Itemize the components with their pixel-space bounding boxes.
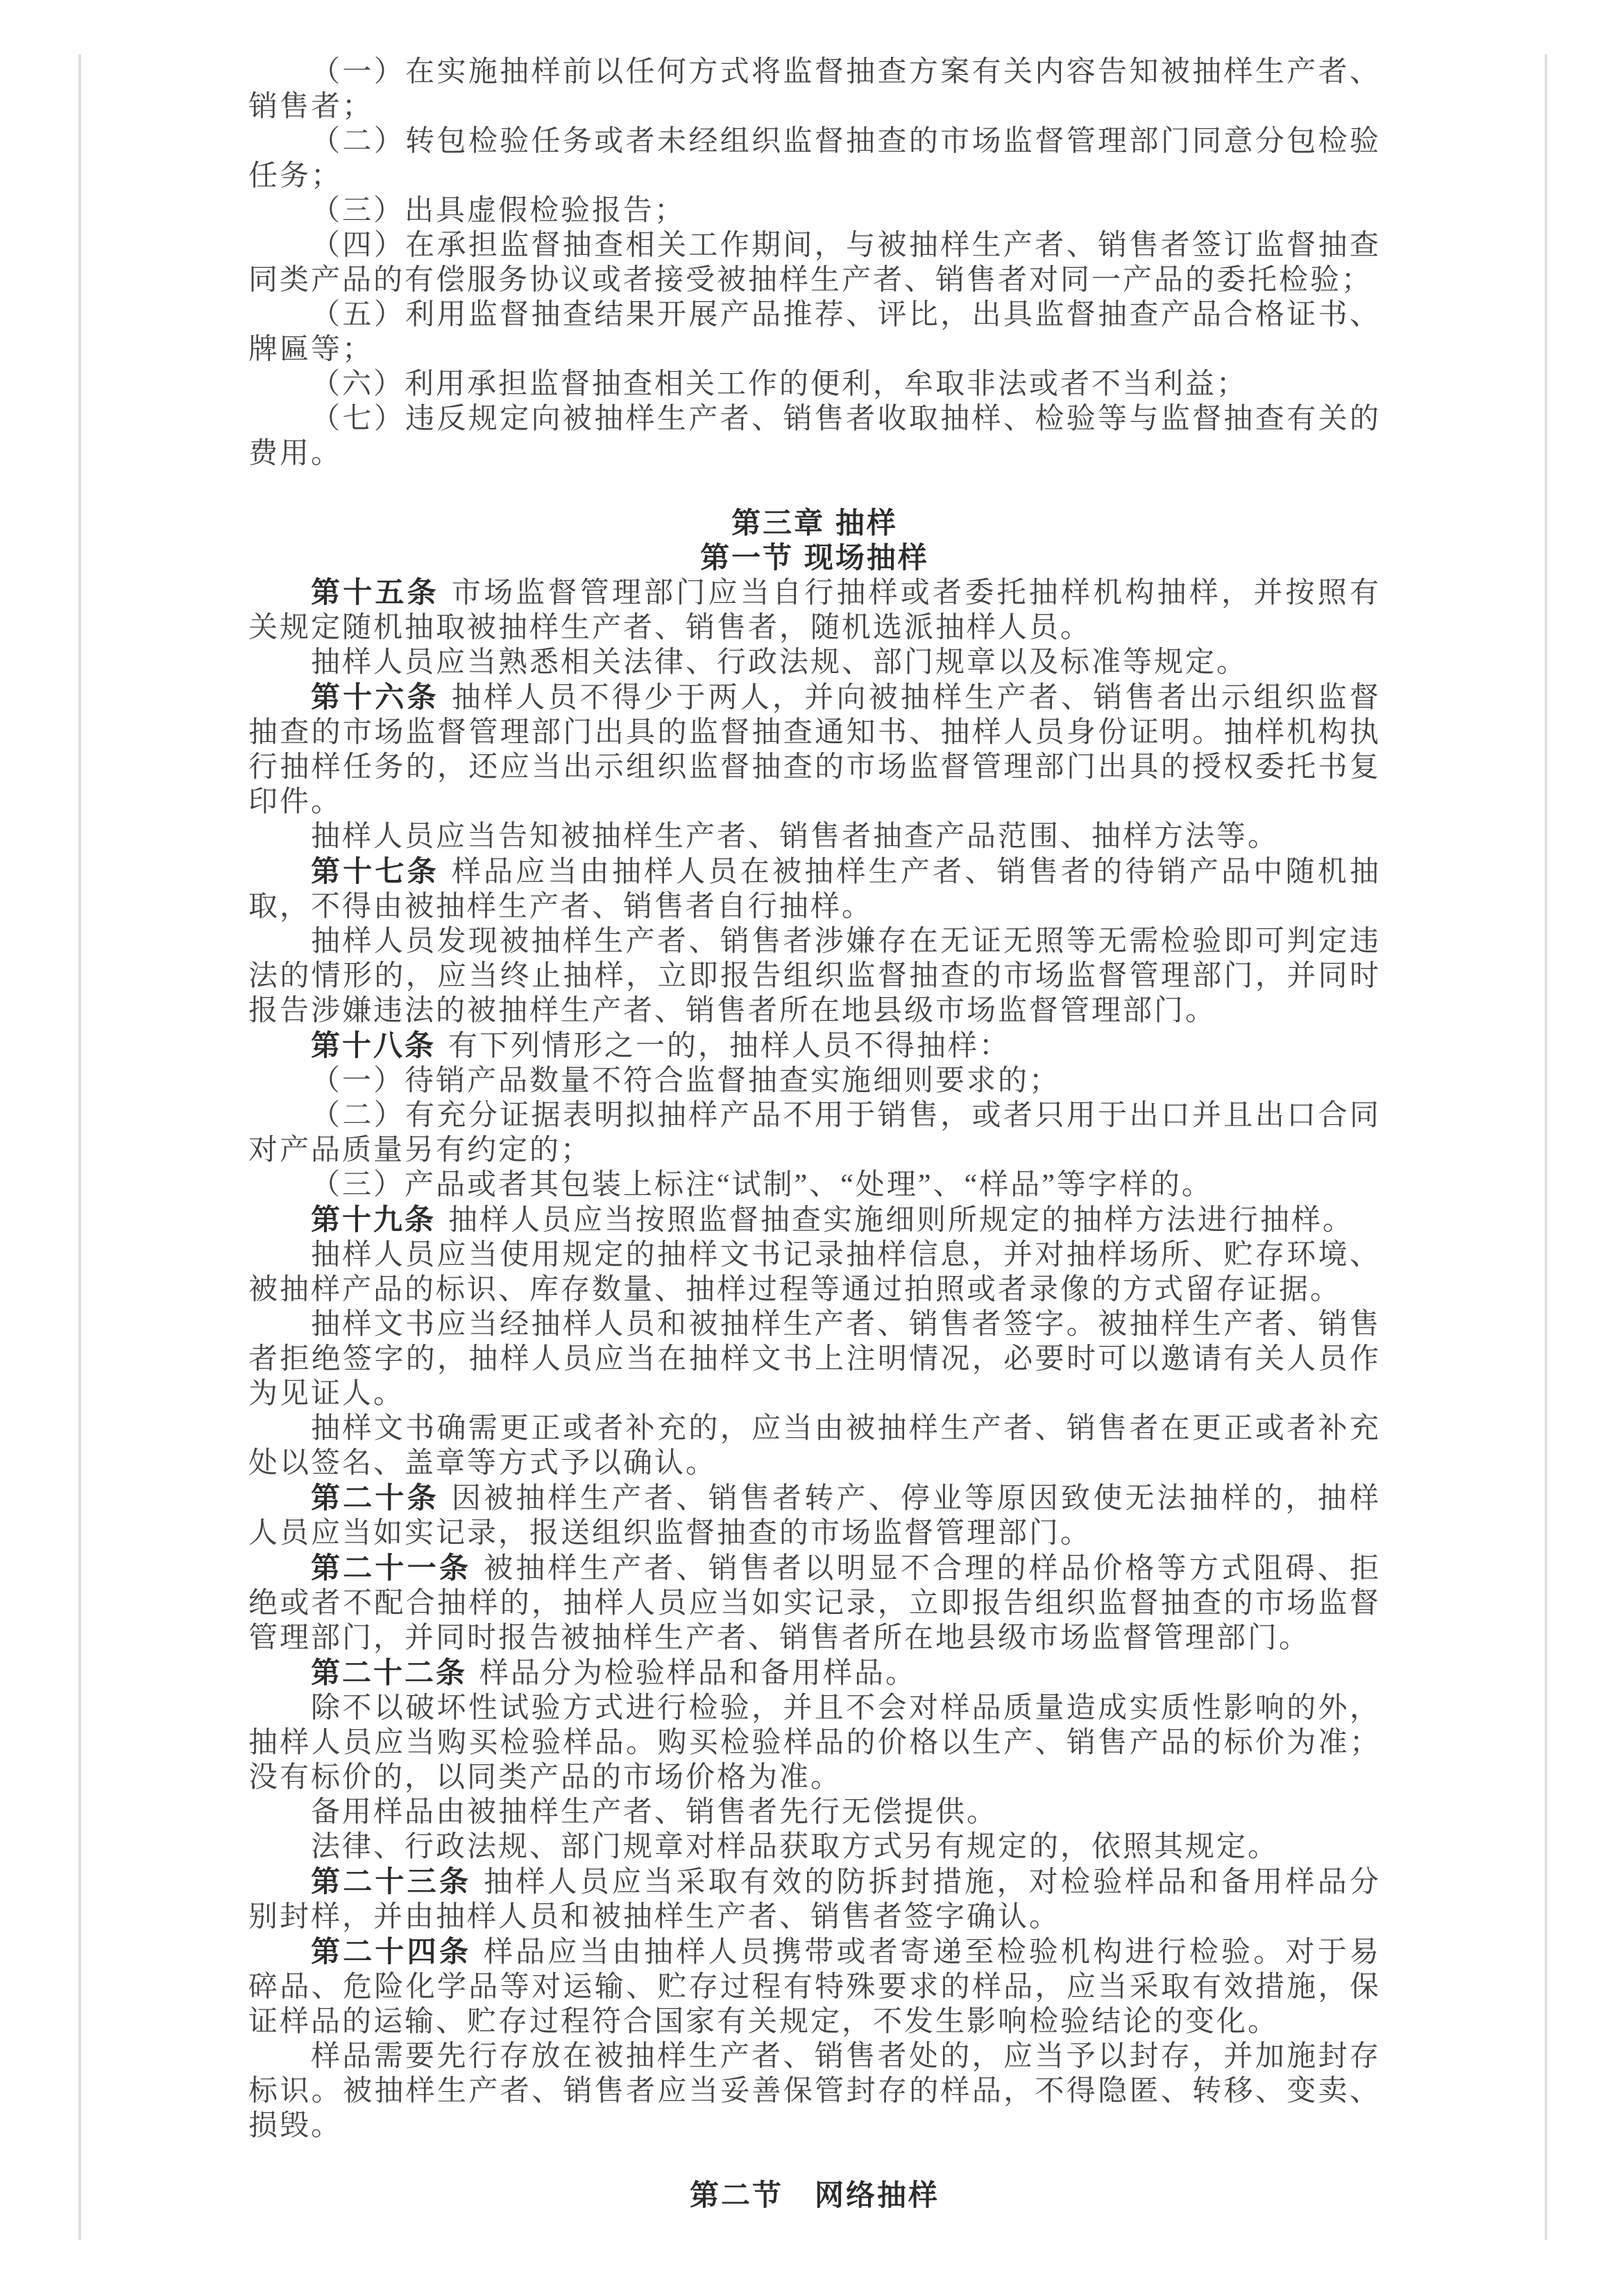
article-paragraph bbox=[248, 1551, 1381, 1656]
paragraph: 抽样人员应当告知被抽样生产者、销售者抽查产品范围、抽样方法等。 bbox=[311, 821, 1280, 853]
page-left-edge-line bbox=[78, 54, 81, 2240]
article-number: 第二十条 bbox=[311, 1481, 439, 1514]
article-text: 因被抽样生产者、销售者转产、停业等原因致使无法抽样的，抽样人员应当如实记录，报送组织监督抽查的市场监督管理部门。 bbox=[248, 1483, 1381, 1549]
article-paragraph bbox=[248, 1656, 1381, 1691]
paragraph: 备用样品由被抽样生产者、销售者先行无偿提供。 bbox=[311, 1796, 999, 1828]
article-text: 有下列情形之一的，抽样人员不得抽样： bbox=[448, 1030, 1011, 1062]
article-text: 被抽样生产者、销售者以明显不合理的样品价格等方式阻碍、拒绝或者不配合抽样的，抽样人员应当如实记录，立即报告组织监督抽查的市场监督管理部门，并同时报告被抽样生产者、销售者所在地县级市场监督管理部门。 bbox=[248, 1553, 1381, 1654]
paragraph: 法律、行政法规、部门规章对样品获取方式另有规定的，依照其规定。 bbox=[311, 1831, 1280, 1863]
paragraph: 抽样人员应当使用规定的抽样文书记录抽样信息，并对抽样场所、贮存环境、被抽样产品的标识、库存数量、抽样过程等通过拍照或者录像的方式留存证据。 bbox=[248, 1239, 1381, 1306]
article-paragraph bbox=[248, 1864, 1381, 1934]
clause-item: （四）在承担监督抽查相关工作期间，与被抽样生产者、销售者签订监督抽查同类产品的有偿服务协议或者接受被抽样生产者、销售者对同一产品的委托检验； bbox=[248, 230, 1381, 296]
chapter-heading: 第三章 抽样 bbox=[731, 507, 898, 539]
clause-item: （一）在实施抽样前以任何方式将监督抽查方案有关内容告知被抽样生产者、销售者； bbox=[248, 56, 1381, 123]
clause-item: （七）违反规定向被抽样生产者、销售者收取抽样、检验等与监督抽查有关的费用。 bbox=[248, 403, 1381, 470]
paragraph: 抽样文书应当经抽样人员和被抽样生产者、销售者签字。被抽样生产者、销售者拒绝签字的，抽样人员应当在抽样文书上注明情况，必要时可以邀请有关人员作为见证人。 bbox=[248, 1309, 1381, 1410]
page-right-edge-line bbox=[1545, 54, 1547, 2240]
article-text: 抽样人员应当按照监督抽查实施细则所规定的抽样方法进行抽样。 bbox=[448, 1205, 1354, 1236]
article-number: 第二十四条 bbox=[311, 1935, 472, 1968]
document-body bbox=[248, 55, 1381, 2213]
article-number: 第十八条 bbox=[311, 1029, 436, 1062]
clause-item: （二）有充分证据表明拟抽样产品不用于销售，或者只用于出口并且出口合同对产品质量另有约定的； bbox=[248, 1100, 1381, 1166]
article-paragraph bbox=[248, 1934, 1381, 2039]
article-paragraph bbox=[248, 1028, 1381, 1064]
clause-item: （三）出具虚假检验报告； bbox=[311, 195, 686, 227]
article-text: 市场监督管理部门应当自行抽样或者委托抽样机构抽样，并按照有关规定随机抽取被抽样生产者、销售者，随机选派抽样人员。 bbox=[248, 577, 1381, 644]
article-number: 第二十二条 bbox=[311, 1656, 468, 1689]
article-number: 第二十三条 bbox=[311, 1865, 472, 1898]
article-paragraph bbox=[248, 854, 1381, 924]
paragraph: 抽样人员发现被抽样生产者、销售者涉嫌存在无证无照等无需检验即可判定违法的情形的，应当终止抽样，立即报告组织监督抽查的市场监督管理部门，并同时报告涉嫌违法的被抽样生产者、销售者所在地县级市场监督管理部门。 bbox=[248, 926, 1381, 1027]
article-paragraph bbox=[248, 1481, 1381, 1551]
article-number: 第十六条 bbox=[311, 681, 439, 713]
article-number: 第二十一条 bbox=[311, 1551, 472, 1584]
article-text: 抽样人员应当采取有效的防拆封措施，对检验样品和备用样品分别封样，并由抽样人员和被抽样生产者、销售者签字确认。 bbox=[248, 1866, 1381, 1933]
article-text: 样品应当由抽样人员携带或者寄递至检验机构进行检验。对于易碎品、危险化学品等对运输、贮存过程有特殊要求的样品，应当采取有效措施，保证样品的运输、贮存过程符合国家有关规定，不发生影响检验结论的变化。 bbox=[248, 1937, 1381, 2038]
clause-item: （二）转包检验任务或者未经组织监督抽查的市场监督管理部门同意分包检验任务； bbox=[248, 126, 1381, 192]
section-heading: 第二节 网络抽样 bbox=[689, 2179, 940, 2211]
article-paragraph bbox=[248, 680, 1381, 819]
article-text: 样品应当由抽样人员在被抽样生产者、销售者的待销产品中随机抽取，不得由被抽样生产者、销售者自行抽样。 bbox=[248, 856, 1381, 923]
article-text: 样品分为检验样品和备用样品。 bbox=[479, 1658, 917, 1690]
paragraph: 抽样文书确需更正或者补充的，应当由被抽样生产者、销售者在更正或者补充处以签名、盖章等方式予以确认。 bbox=[248, 1413, 1381, 1479]
article-paragraph bbox=[248, 575, 1381, 645]
clause-item: （三）产品或者其包装上标注“试制”、“处理”、“样品”等字样的。 bbox=[311, 1169, 1213, 1201]
clause-item: （五）利用监督抽查结果开展产品推荐、评比，出具监督抽查产品合格证书、牌匾等； bbox=[248, 299, 1381, 366]
article-number: 第十七条 bbox=[311, 855, 439, 887]
clause-item: （一）待销产品数量不符合监督抽查实施细则要求的； bbox=[311, 1065, 1061, 1097]
article-paragraph bbox=[248, 1202, 1381, 1238]
article-number: 第十五条 bbox=[311, 576, 439, 609]
article-text: 抽样人员不得少于两人，并向被抽样生产者、销售者出示组织监督抽查的市场监督管理部门出具的监督抽查通知书、抽样人员身份证明。抽样机构执行抽样任务的，还应当出示组织监督抽查的市场监督管理部门出具的授权委托书复印件。 bbox=[248, 682, 1381, 818]
paragraph: 除不以破坏性试验方式进行检验，并且不会对样品质量造成实质性影响的外，抽样人员应当购买检验样品。购买检验样品的价格以生产、销售产品的标价为准；没有标价的，以同类产品的市场价格为准。 bbox=[248, 1692, 1381, 1794]
clause-item: （六）利用承担监督抽查相关工作的便利，牟取非法或者不当利益； bbox=[311, 368, 1248, 400]
paragraph: 样品需要先行存放在被抽样生产者、销售者处的，应当予以封存，并加施封存标识。被抽样生产者、销售者应当妥善保管封存的样品，不得隐匿、转移、变卖、损毁。 bbox=[248, 2041, 1381, 2142]
section-heading: 第一节 现场抽样 bbox=[700, 541, 929, 574]
paragraph: 抽样人员应当熟悉相关法律、行政法规、部门规章以及标准等规定。 bbox=[311, 647, 1248, 679]
article-number: 第十九条 bbox=[311, 1203, 436, 1236]
